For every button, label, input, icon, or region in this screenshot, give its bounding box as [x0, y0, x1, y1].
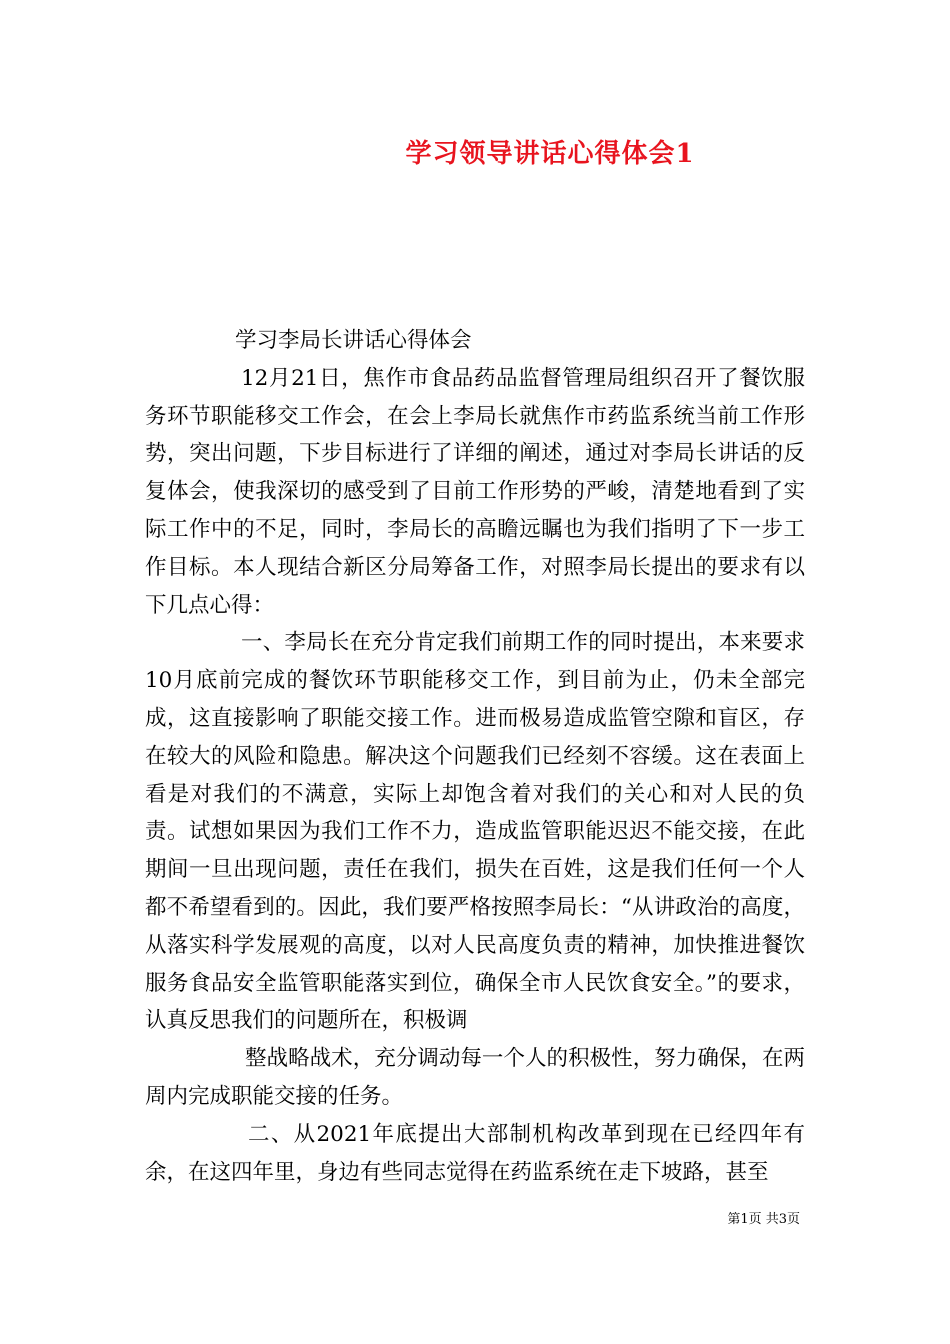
document-body [145, 322, 805, 1191]
document-title: 学习领导讲话心得体会1 [405, 139, 695, 169]
page-number: 第1页 共3页 [727, 1212, 800, 1227]
paragraph: 12月21日，焦作市食品药品监督管理局组织召开了餐饮服务环节职能移交工作会，在会上李局长就焦作市药监系统当前工作形势，突出问题，下步目标进行了详细的阐述，通过对李局长讲话的反复体会，使我深切的感受到了目前工作形势的严峻，清楚地看到了实际工作中的不足，同时，李局长的高瞻远瞩也为我们指明了下一步工作目标。本人现结合新区分局筹备工作，对照李局长提出的要求有以下几点心得： [145, 365, 805, 618]
paragraph: 一、李局长在充分肯定我们前期工作的同时提出，本来要求10月底前完成的餐饮环节职能移交工作，到目前为止，仍未全部完成，这直接影响了职能交接工作。进而极易造成监管空隙和盲区，存在较大的风险和隐患。解决这个问题我们已经刻不容缓。这在表面上看是对我们的不满意，实际上却饱含着对我们的关心和对人民的负责。试想如果因为我们工作不力，造成监管职能迟迟不能交接，在此期间一旦出现问题，责任在我们，损失在百姓，这是我们任何一个人都不希望看到的。因此，我们要严格按照李局长：“从讲政治的高度，从落实科学发展观的高度，以对人民高度负责的精神，加快推进餐饮服务食品安全监管职能落实到位，确保全市人民饮食安全。”的要求，认真反思我们的问题所在，积极调 [145, 630, 805, 1034]
paragraph: 整战略战术，充分调动每一个人的积极性，努力确保，在两周内完成职能交接的任务。 [145, 1046, 805, 1109]
document-subtitle: 学习李局长讲话心得体会 [235, 328, 472, 353]
paragraph: 二、从2021年底提出大部制机构改革到现在已经四年有余，在这四年里，身边有些同志觉得在药监系统在走下坡路，甚至 [145, 1121, 805, 1185]
